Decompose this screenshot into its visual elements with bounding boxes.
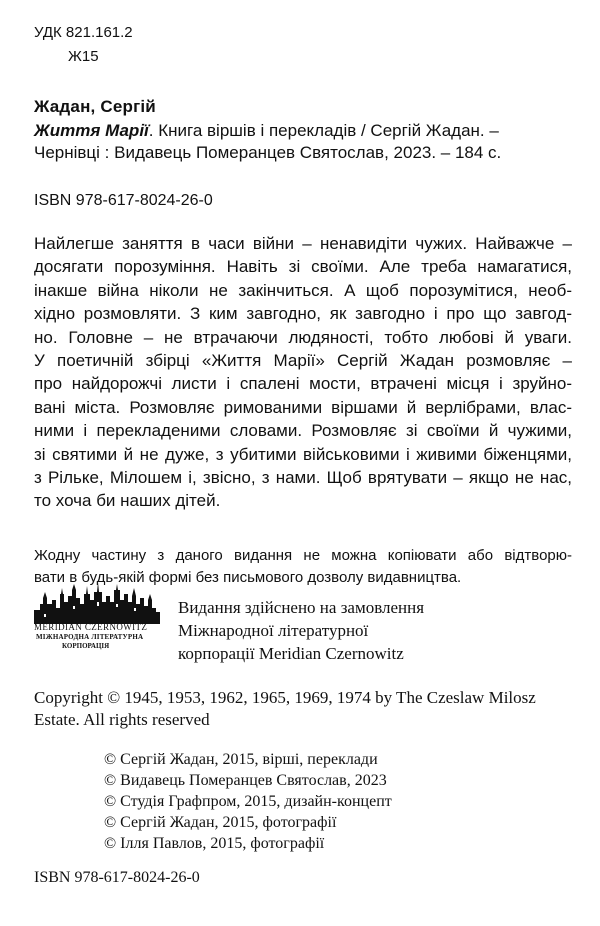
annotation-line: з Рільке, Мілошем і, звісно, з нами. Щоб врятувати – якщо не нас, xyxy=(34,467,572,487)
rights-notice-line: Жодну частину з даного видання не можна копіювати або відтворю- xyxy=(34,547,572,564)
annotation-line: досягати порозуміння. Навіть зі своїми. Але треба намагатися, xyxy=(34,257,572,277)
annotation xyxy=(34,232,572,513)
annotation-line: но. Головне – не втрачаючи людяності, тобто любові й уваги. xyxy=(34,327,572,347)
author-name: Жадан, Сергій xyxy=(34,97,156,116)
record-line-1: . Книга віршів і перекладів / Сергій Жадан. – xyxy=(148,121,499,140)
annotation-line: про найдорожчі листи і спалені мости, втрачені місця і зруйно- xyxy=(34,374,572,394)
copyright-item: © Видавець Померанцев Святослав, 2023 xyxy=(104,772,387,789)
copyright-item: © Ілля Павлов, 2015, фотографії xyxy=(104,835,325,852)
udk-code: УДК 821.161.2 xyxy=(34,24,133,41)
rights-notice-line: вати в будь-якій формі без письмового дозволу видавництва. xyxy=(34,569,462,586)
logo-line-1: MERIDIAN CZERNOWITZ xyxy=(34,622,148,632)
logo-line-3: КОРПОРАЦІЯ xyxy=(62,642,110,650)
commission-line: корпорації Meridian Czernowitz xyxy=(178,644,404,663)
isbn-top: ISBN 978-617-8024-26-0 xyxy=(34,192,213,209)
annotation-line: хідно розмовляти. З ким завгодно, як завгодно і про що завгод- xyxy=(34,304,572,324)
copyright-milosz: Copyright © 1945, 1953, 1962, 1965, 1969, 1974 by The Czeslaw Milosz Estate. All rights reserved xyxy=(34,688,536,729)
copyright-item: © Сергій Жадан, 2015, фотографії xyxy=(104,814,337,831)
annotation-line: інакше війна ніколи не закінчиться. А щоб порозумітися, необ- xyxy=(34,280,572,300)
annotation-line: вані міста. Розмовляє римованими віршами й верлібрами, влас- xyxy=(34,397,572,417)
annotation-line: ними і перекладеними словами. Розмовляє зі своїми й чужими, xyxy=(34,421,572,441)
annotation-line: У поетичній збірці «Життя Марії» Сергій Жадан розмовляє – xyxy=(34,350,572,370)
annotation-line: то хоча би наших дітей. xyxy=(34,491,221,511)
copyright-item: © Сергій Жадан, 2015, вірші, переклади xyxy=(104,751,378,768)
copyright-list xyxy=(104,749,392,854)
logo-line-2: МІЖНАРОДНА ЛІТЕРАТУРНА xyxy=(36,633,144,641)
city-skyline-icon xyxy=(34,580,160,624)
meridian-czernowitz-logo xyxy=(34,580,160,652)
commission-note xyxy=(178,596,424,665)
annotation-line: Найлегше заняття в часи війни – ненавидіти чужих. Найважче – xyxy=(34,234,572,253)
author-mark: Ж15 xyxy=(68,48,99,65)
isbn-bottom: ISBN 978-617-8024-26-0 xyxy=(34,869,200,886)
record-line-2: Чернівці : Видавець Померанцев Святослав, 2023. – 184 с. xyxy=(34,143,502,162)
annotation-line: зі святими й не дуже, з убитими військовими і живими біженцями, xyxy=(34,444,572,464)
copyright-item: © Студія Графпром, 2015, дизайн-концепт xyxy=(104,793,392,810)
bibliographic-record xyxy=(34,120,564,164)
book-title: Життя Марії xyxy=(34,121,149,140)
commission-line: Міжнародної літературної xyxy=(178,621,369,640)
commission-line: Видання здійснено на замовлення xyxy=(178,598,425,617)
